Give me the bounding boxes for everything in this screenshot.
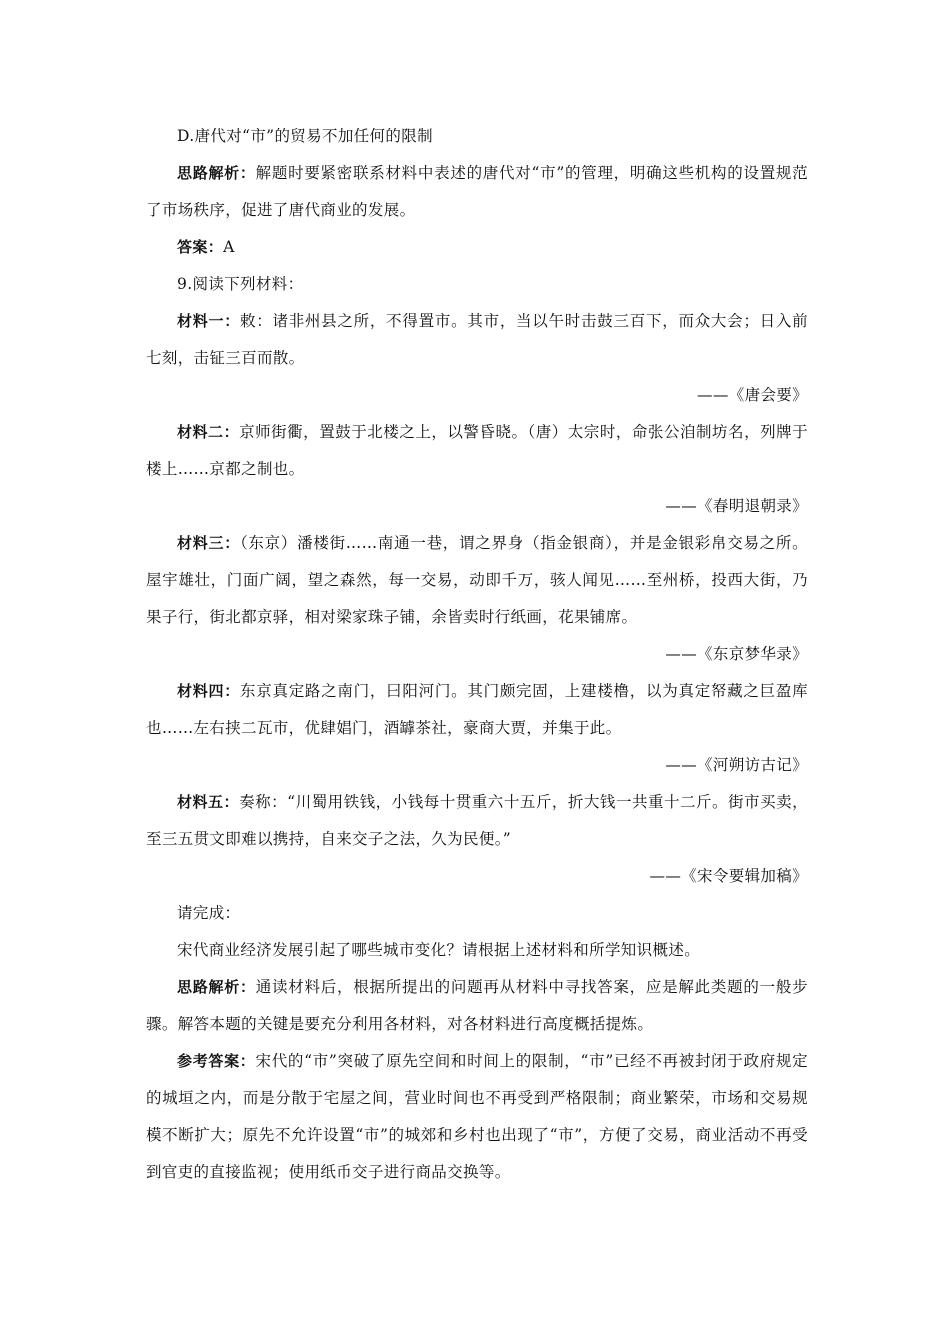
material-1-source: ——《唐会要》 — [697, 386, 808, 404]
material-3-source: ——《东京梦华录》 — [665, 645, 808, 663]
option-d: D.唐代对“市”的贸易不加任何的限制 — [177, 127, 433, 145]
q8-analysis-text: 解题时要紧密联系材料中表述的唐代对“市”的管理，明确这些机构的设置规范了市场秩序，促进了唐代商业的发展。 — [146, 164, 808, 219]
q9-stem: 9.阅读下列材料： — [177, 275, 304, 293]
material-5 — [146, 784, 808, 858]
material-2-source: ——《春明退朝录》 — [665, 497, 808, 515]
material-1 — [146, 303, 808, 377]
document-body — [146, 118, 808, 1191]
material-1-text: 敕：诸非州县之所，不得置市。其市，当以午时击鼓三百下，而众大会；日入前七刻，击钲三百而散。 — [146, 312, 808, 367]
material-4 — [146, 673, 808, 747]
material-3-label: 材料三： — [177, 534, 240, 552]
material-2-label: 材料二： — [177, 423, 240, 441]
material-3-text: （东京）潘楼街……南通一巷，谓之界身（指金银商），并是金银彩帛交易之所。屋宇雄壮，门面广阔，望之森然，每一交易，动即千万，骇人闻见……至州桥，投西大街，乃果子行，街北都京驿，相对梁家珠子铺，余皆卖时行纸画，花果铺席。 — [146, 534, 808, 626]
q8-answer-label: 答案： — [177, 238, 224, 256]
material-4-label: 材料四： — [177, 682, 240, 700]
q9-question: 宋代商业经济发展引起了哪些城市变化？请根据上述材料和所学知识概述。 — [177, 941, 701, 959]
material-3 — [146, 525, 808, 636]
material-5-label: 材料五： — [177, 793, 240, 811]
q9-prompt: 请完成： — [177, 904, 241, 922]
material-2-text: 京师街衢，置鼓于北楼之上，以警昏晓。（唐）太宗时，命张公洎制坊名，列牌于楼上……京都之制也。 — [146, 423, 808, 478]
q9-reference-answer — [146, 1043, 808, 1191]
q9-analysis-text: 通读材料后，根据所提出的问题再从材料中寻找答案，应是解此类题的一般步骤。解答本题的关键是要充分利用各材料，对各材料进行高度概括提炼。 — [146, 978, 808, 1033]
q9-analysis — [146, 969, 808, 1043]
q8-answer — [146, 229, 808, 266]
q8-analysis — [146, 155, 808, 229]
q9-reference-label: 参考答案： — [177, 1052, 256, 1070]
material-4-source: ——《河朔访古记》 — [665, 756, 808, 774]
material-2 — [146, 414, 808, 488]
material-5-source: ——《宋令要辑加稿》 — [649, 867, 808, 885]
material-5-text: 奏称：“川蜀用铁钱，小钱每十贯重六十五斤，折大钱一共重十二斤。街市买卖，至三五贯文即难以携持，自来交子之法，久为民便。” — [146, 793, 808, 848]
q9-analysis-label: 思路解析： — [177, 978, 256, 996]
material-4-text: 东京真定路之南门，曰阳河门。其门颇完固，上建楼橹，以为真定帑藏之巨盈库也……左右挟二瓦市，优肆娼门，酒罅茶社，豪商大贾，并集于此。 — [146, 682, 808, 737]
q9-reference-text: 宋代的“市”突破了原先空间和时间上的限制，“市”已经不再被封闭于政府规定的城垣之内，而是分散于宅屋之间，营业时间也不再受到严格限制；商业繁荣，市场和交易规模不断扩大；原先不允许设置“市”的城郊和乡村也出现了“市”，方便了交易，商业活动不再受到官吏的直接监视；使用纸币交子进行商品交换等。 — [146, 1052, 808, 1181]
material-1-label: 材料一： — [177, 312, 240, 330]
q8-answer-text: A — [223, 238, 235, 256]
q8-analysis-label: 思路解析： — [177, 164, 256, 182]
